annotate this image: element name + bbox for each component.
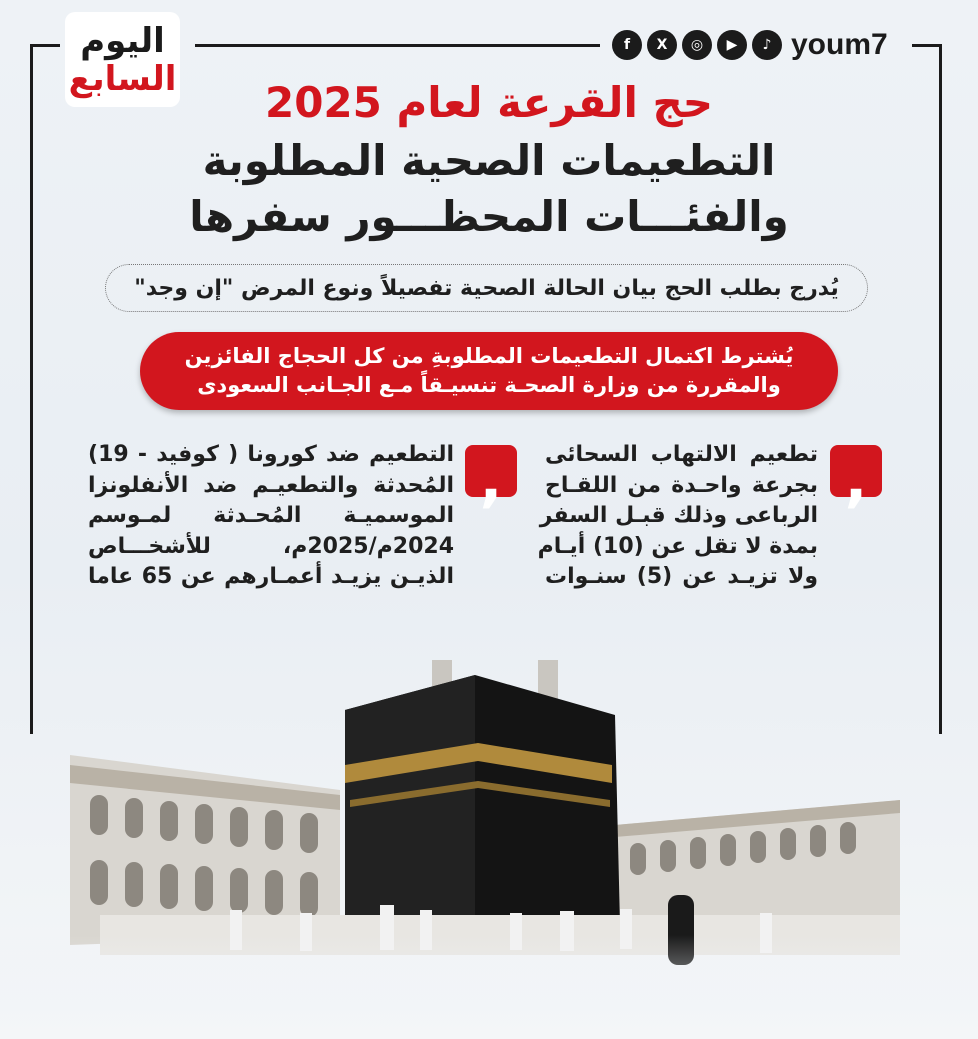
title-line2: التطعيمات الصحية المطلوبة	[202, 136, 776, 185]
quote-icon: ,	[830, 445, 882, 497]
brand-name: youm7	[791, 28, 888, 61]
item-line: بجرعة واحـدة من اللقـاح	[545, 472, 818, 498]
item-line: تطعيم الالتهاب السحائى	[545, 442, 818, 467]
logo-line1: اليوم	[80, 20, 165, 61]
item-line: 2024م/2025م، للأشخـــاص	[88, 533, 454, 559]
item-covid-flu	[88, 440, 454, 593]
instagram-icon[interactable]: ◎	[682, 30, 712, 60]
social-bar	[612, 28, 888, 62]
frame-top-left	[30, 44, 60, 47]
logo-line2: السابع	[68, 58, 177, 99]
x-icon[interactable]: X	[647, 30, 677, 60]
item-line: الذيـن يزيـد أعمـارهم عن 65 عاما	[88, 564, 454, 589]
item-line: ولا تزيـد عن (5) سنـوات	[545, 564, 818, 589]
item-line: المُحدثة والتطعيـم ضد الأنفلونزا	[88, 472, 454, 498]
facebook-icon[interactable]: f	[612, 30, 642, 60]
health-note: يُدرج بطلب الحج بيان الحالة الصحية تفصيلاً ونوع المرض "إن وجد"	[105, 264, 868, 312]
requirement-banner	[140, 332, 838, 410]
kaaba-photo	[0, 615, 978, 1039]
requirement-line2: والمقررة من وزارة الصحـة تنسيـقاً مـع الجـانب السعودى	[197, 373, 781, 397]
tiktok-icon[interactable]: ♪	[752, 30, 782, 60]
item-line: الموسميـة المُحـدثة لمـوسم	[88, 503, 454, 528]
item-line: بمدة لا تقل عن (10) أيـام	[537, 533, 818, 559]
item-line: الرباعى وذلك قبـل السفر	[539, 503, 818, 528]
quote-icon: ,	[465, 445, 517, 497]
item-line: التطعيم ضد كورونا ( كوفيد - 19)	[88, 442, 454, 467]
frame-top-right	[912, 44, 942, 47]
title-red: حج القرعة لعام 2025	[264, 78, 714, 127]
requirement-line1: يُشترط اكتمال التطعيمات المطلوبةِ من كل الحجاج الفائزين	[184, 344, 794, 368]
youtube-icon[interactable]: ▶	[717, 30, 747, 60]
item-meningitis	[537, 440, 818, 593]
title-line3: والفئـــات المحظـــور سفرها	[189, 192, 789, 241]
mosque-arcade-right	[615, 800, 900, 935]
frame-top-middle	[195, 44, 600, 47]
